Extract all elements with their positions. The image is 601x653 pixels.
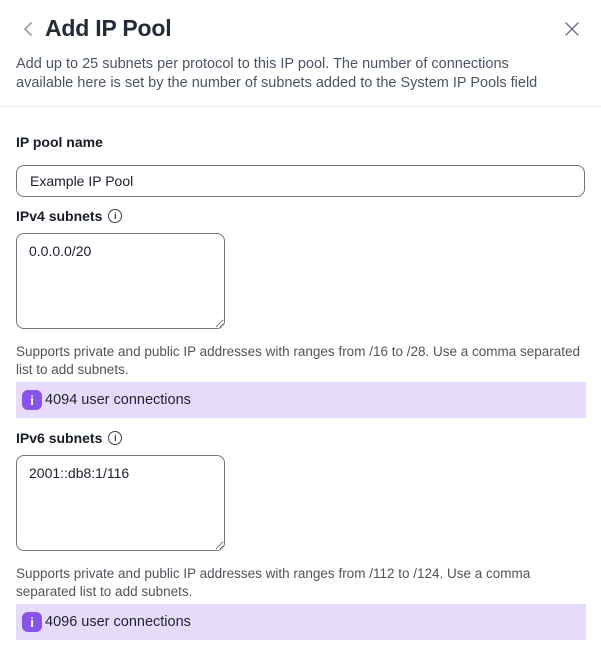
page-title: Add IP Pool — [45, 15, 172, 41]
info-icon: i — [22, 612, 42, 632]
ipv6-subnets-label — [16, 430, 585, 446]
chevron-left-icon — [23, 21, 33, 37]
ipv4-connections-banner — [16, 382, 586, 418]
close-icon — [564, 21, 580, 37]
ipv6-subnets-label-text: IPv6 subnets — [16, 430, 103, 446]
ipv6-subnets-textarea[interactable] — [16, 455, 225, 551]
ipv4-subnets-label — [16, 208, 585, 224]
ipv6-helper-text: Supports private and public IP addresses with ranges from /112 to /124. Use a comma separated list to add subnets. — [16, 566, 531, 599]
close-button[interactable] — [559, 16, 585, 42]
back-button[interactable] — [16, 17, 40, 41]
ip-pool-name-label-text: IP pool name — [16, 134, 103, 150]
ipv4-connections-text: 4094 user connections — [45, 392, 191, 408]
info-icon[interactable]: i — [108, 431, 122, 445]
dialog-header — [0, 0, 601, 42]
ipv6-connections-banner — [16, 604, 586, 640]
divider — [0, 106, 601, 107]
ip-pool-name-input[interactable] — [16, 165, 585, 197]
ipv4-helper-text: Supports private and public IP addresses with ranges from /16 to /28. Use a comma separated list to add subnets. — [16, 344, 581, 377]
ipv4-subnets-textarea[interactable] — [16, 233, 225, 329]
add-ip-pool-form — [0, 134, 601, 640]
info-icon: i — [22, 390, 42, 410]
ipv4-subnets-label-text: IPv4 subnets — [16, 208, 103, 224]
info-icon[interactable]: i — [108, 209, 122, 223]
ip-pool-name-label — [16, 134, 585, 150]
ipv6-connections-text: 4096 user connections — [45, 614, 191, 630]
dialog-description: Add up to 25 subnets per protocol to this IP pool. The number of connections available here is set by the number of subnets added to the System IP Pools field — [16, 56, 538, 91]
